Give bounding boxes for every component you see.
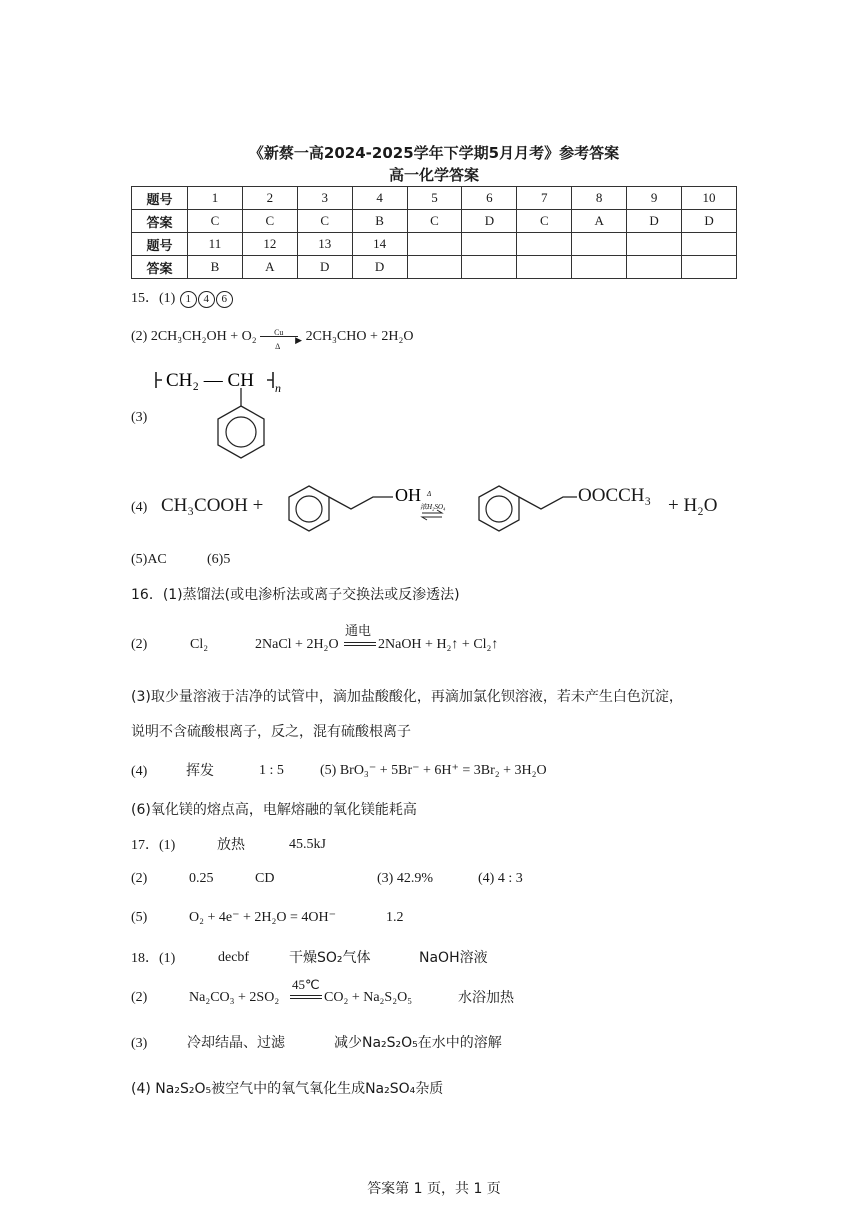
- q17-part1: [131, 836, 326, 855]
- q16-part1: 16．(1)蒸馏法(或电渗析法或离子交换法或反渗透法): [131, 587, 460, 603]
- q15-part4: [131, 482, 741, 532]
- q16-part2: [131, 624, 499, 654]
- table-cell: 1: [188, 187, 243, 210]
- table-row: [132, 210, 737, 233]
- table-cell: 13: [297, 233, 352, 256]
- equation-lhs: 2CH₃CH₂OH + O₂: [150, 329, 257, 345]
- q15-part5: (5)AC: [131, 552, 167, 567]
- q17-part1-answer-b: 45.5kJ: [289, 837, 326, 852]
- table-cell: A: [572, 210, 627, 233]
- table-cell: [462, 233, 517, 256]
- table-cell: [572, 256, 627, 279]
- q18-part1-answer-a: decbf: [218, 950, 250, 965]
- q18-part4: (4) Na₂S₂O₅被空气中的氧气氧化生成Na₂SO₄杂质: [131, 1081, 444, 1097]
- q16-part5: (5) BrO₃⁻ + 5Br⁻ + 6H⁺ = 3Br₂ + 3H₂O: [320, 763, 547, 778]
- equation-lhs: Na₂CO₃ + 2SO₂: [189, 990, 280, 1005]
- table-cell: [627, 233, 682, 256]
- table-row: [132, 233, 737, 256]
- page-title: 《新蔡一高2024-2025学年下学期5月月考》参考答案: [248, 144, 620, 162]
- q16-part2-label: (2): [131, 637, 148, 652]
- q17-part2-answer-a: 0.25: [189, 871, 214, 886]
- q18-part2-answer-b: 水浴加热: [458, 990, 514, 1006]
- q18-part3-answer-b: 减少Na₂S₂O₅在水中的溶解: [334, 1035, 502, 1051]
- q16-part3-line2: 说明不含硫酸根离子，反之，混有硫酸根离子: [131, 724, 411, 740]
- q16-part4-answer-b: 1 : 5: [259, 763, 284, 778]
- table-cell: D: [297, 256, 352, 279]
- circled-number: 6: [216, 291, 233, 308]
- q17-part2: [131, 870, 275, 888]
- q16-part3-line1: (3)取少量溶液于洁净的试管中，滴加盐酸酸化，再滴加氯化钡溶液，若未产生白色沉淀，: [131, 689, 683, 705]
- q15-part3-label: (3): [131, 410, 148, 425]
- table-cell: 8: [572, 187, 627, 210]
- arrow-condition-top: Δ: [427, 490, 432, 498]
- ester-group: OOCCH₃: [578, 485, 652, 506]
- q17-part3: (3) 42.9%: [377, 871, 433, 886]
- table-cell: D: [627, 210, 682, 233]
- q17-part5-label: (5): [131, 910, 148, 925]
- table-cell: [627, 256, 682, 279]
- table-cell: C: [188, 210, 243, 233]
- table-cell: 3: [297, 187, 352, 210]
- q17-part2-answer-b: CD: [255, 871, 275, 886]
- table-header-cell: 题号: [132, 187, 188, 210]
- arrow-condition-bottom: 浓H₂SO₄: [420, 503, 446, 511]
- q16-part6: (6)氧化镁的熔点高，电解熔融的氧化镁能耗高: [131, 802, 417, 818]
- equation-rhs: 2CH₃CHO + 2H₂O: [305, 329, 414, 345]
- equation-condition: 通电: [345, 624, 372, 639]
- q17-part1-answer-a: 放热: [217, 837, 245, 853]
- table-cell: B: [188, 256, 243, 279]
- table-header-cell: 答案: [132, 210, 188, 233]
- page-footer: 答案第 1 页，共 1 页: [367, 1181, 501, 1197]
- table-cell: 5: [407, 187, 462, 210]
- q17-part2-label: (2): [131, 871, 148, 886]
- table-cell: 4: [352, 187, 407, 210]
- q16-part4-label: (4): [131, 764, 148, 779]
- product-water: + H₂O: [668, 495, 718, 516]
- table-cell: B: [352, 210, 407, 233]
- q18-part1: [131, 949, 488, 968]
- q15-part2: [131, 328, 414, 351]
- table-cell: [682, 233, 737, 256]
- table-cell: C: [242, 210, 297, 233]
- table-cell: [517, 233, 572, 256]
- q15-part4-label: (4): [131, 500, 148, 515]
- q15-part2-label: (2): [131, 329, 148, 345]
- q17-label: 17．(1): [131, 838, 176, 853]
- table-cell: [407, 256, 462, 279]
- q18-part3: [131, 1034, 502, 1053]
- table-cell: C: [517, 210, 572, 233]
- q17-part5: [131, 909, 404, 927]
- q17-part5-answer-b: 1.2: [386, 910, 404, 925]
- table-cell: 12: [242, 233, 297, 256]
- table-cell: D: [682, 210, 737, 233]
- table-header-cell: 题号: [132, 233, 188, 256]
- arrow-condition-bottom: Δ: [275, 342, 281, 351]
- q18-part1-answer-c: NaOH溶液: [419, 950, 488, 966]
- table-row: [132, 256, 737, 279]
- table-cell: C: [407, 210, 462, 233]
- equation-rhs: CO₂ + Na₂S₂O₅: [324, 990, 413, 1005]
- table-row: [132, 187, 737, 210]
- table-cell: A: [242, 256, 297, 279]
- q18-label: 18．(1): [131, 951, 176, 966]
- table-cell: 9: [627, 187, 682, 210]
- table-cell: C: [297, 210, 352, 233]
- equation-rhs: 2NaOH + H₂↑ + Cl₂↑: [378, 637, 499, 652]
- table-cell: [517, 256, 572, 279]
- q18-part3-answer-a: 冷却结晶、过滤: [187, 1035, 285, 1051]
- table-cell: D: [462, 210, 517, 233]
- equation-lhs: 2NaCl + 2H₂O: [255, 637, 339, 652]
- q16-gas: Cl₂: [190, 637, 209, 652]
- table-cell: 7: [517, 187, 572, 210]
- q17-part4: (4) 4 : 3: [478, 871, 523, 886]
- table-cell: 11: [188, 233, 243, 256]
- arrow-condition-top: Cu: [274, 328, 284, 337]
- q16-part4: [131, 762, 284, 781]
- q15-part6: (6)5: [207, 552, 231, 567]
- polymer-n: n: [275, 381, 281, 395]
- table-cell: [682, 256, 737, 279]
- table-cell: 10: [682, 187, 737, 210]
- q18-part2-label: (2): [131, 990, 148, 1005]
- esterification-structures: [281, 482, 601, 532]
- table-cell: [462, 256, 517, 279]
- reaction-arrow: Cu ▶ Δ: [260, 328, 302, 346]
- answer-table: [131, 186, 737, 279]
- reactant-acetic-acid: CH₃COOH +: [161, 495, 264, 516]
- q15-part1: [131, 289, 234, 308]
- q18-part3-label: (3): [131, 1036, 148, 1051]
- q16-part4-answer-a: 挥发: [186, 763, 214, 779]
- table-cell: 2: [242, 187, 297, 210]
- table-cell: 6: [462, 187, 517, 210]
- q17-part5-equation: O₂ + 4e⁻ + 2H₂O = 4OH⁻: [189, 910, 336, 925]
- polystyrene-structure: [150, 362, 280, 466]
- q18-part1-answer-b: 干燥SO₂气体: [289, 950, 371, 966]
- table-cell: D: [352, 256, 407, 279]
- q15-label: 15．(1): [131, 291, 176, 306]
- circled-number: 1: [180, 291, 197, 308]
- circled-number: 4: [198, 291, 215, 308]
- table-cell: 14: [352, 233, 407, 256]
- equation-condition: 45℃: [292, 977, 320, 992]
- table-cell: [572, 233, 627, 256]
- table-header-cell: 答案: [132, 256, 188, 279]
- q18-part2: [131, 977, 514, 1007]
- polymer-repeat-unit: CH₂ — CH: [166, 370, 254, 391]
- table-cell: [407, 233, 462, 256]
- hydroxyl-group: OH: [395, 485, 421, 505]
- page-subtitle: 高一化学答案: [388, 166, 479, 184]
